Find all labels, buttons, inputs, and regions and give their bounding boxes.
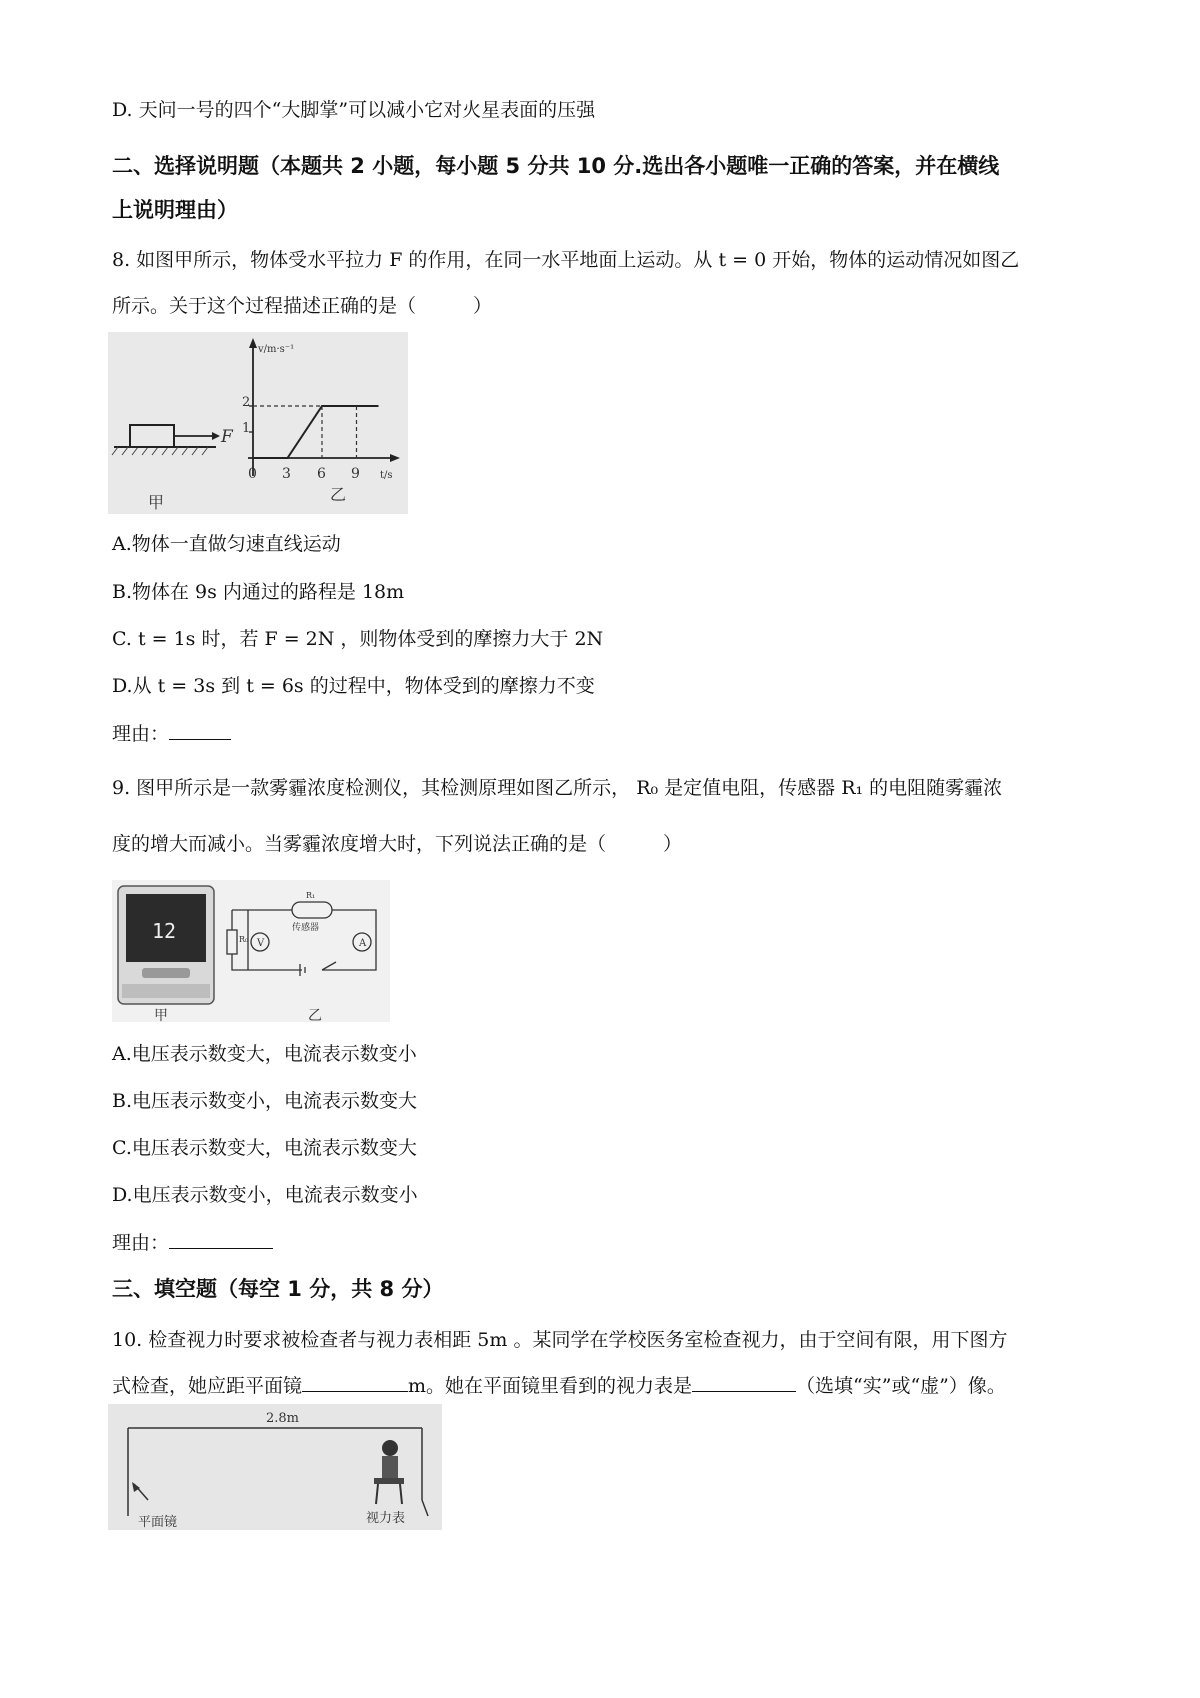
resistor-r0 [227, 930, 237, 954]
figure-label-jia: 甲 [148, 493, 165, 512]
force-label: F [221, 427, 233, 447]
q9-option-a: A.电压表示数变大，电流表示数变小 [112, 1043, 417, 1065]
q8-reason-blank [169, 721, 231, 740]
q8-figure [108, 332, 408, 514]
x-tick-0: 0 [248, 466, 257, 482]
x-axis-label: t/s [380, 470, 393, 481]
q10-stem-line1: 10. 检查视力时要求被检查者与视力表相距 5m 。某同学在学校医务室检查视力，由于空间有限，用下图方 [112, 1329, 1008, 1351]
q9-option-b: B.电压表示数变小，电流表示数变大 [112, 1090, 418, 1112]
figure-label-yi: 乙 [330, 485, 347, 504]
q8-option-c: C. t = 1s 时，若 F = 2N ，则物体受到的摩擦力大于 2N [112, 628, 604, 650]
y-axis-label: v/m·s⁻¹ [258, 344, 295, 355]
arrow-icon [212, 432, 220, 440]
sensor-label: 传感器 [292, 923, 320, 933]
q7-option-d: D. 天问一号的四个“大脚掌”可以减小它对火星表面的压强 [112, 99, 596, 121]
block [130, 425, 174, 447]
chart-label: 视力表 [366, 1511, 406, 1526]
figure-label-yi: 乙 [308, 1008, 322, 1022]
q8-block-diagram [112, 425, 234, 512]
distance-label: 2.8m [266, 1411, 300, 1426]
section-2-heading: 二、选择说明题（本题共 2 小题，每小题 5 分共 10 分.选出各小题唯一正确的答案，并在横线 [112, 154, 1000, 178]
q8-option-b: B.物体在 9s 内通过的路程是 18m [112, 581, 405, 603]
q9-figure [112, 880, 390, 1022]
r0-label: R₀ [239, 935, 249, 944]
sensor-r1 [292, 902, 332, 918]
q8-stem-line1: 8. 如图甲所示，物体受水平拉力 F 的作用，在同一水平地面上运动。从 t = 0 开始，物体的运动情况如图乙 [112, 249, 1020, 271]
device-display: 12 [152, 919, 177, 943]
q9-reason-blank [169, 1230, 273, 1249]
person-seated-icon [374, 1440, 404, 1504]
q10-stem-part3: （选填“实”或“虚”）像。 [796, 1375, 1006, 1397]
y-tick-1: 1 [242, 421, 251, 436]
q9-stem-line2: 度的增大而减小。当雾霾浓度增大时，下列说法正确的是（ ） [112, 833, 683, 855]
q8-option-d: D.从 t = 3s 到 t = 6s 的过程中，物体受到的摩擦力不变 [112, 675, 595, 697]
q8-reason-label: 理由： [112, 723, 170, 745]
x-tick-3: 3 [282, 466, 291, 482]
y-tick-2: 2 [242, 395, 251, 410]
figure-label-jia: 甲 [154, 1008, 168, 1022]
voltmeter-label: V [257, 938, 265, 949]
q10-figure [108, 1404, 442, 1530]
q8-reason [112, 720, 231, 748]
velocity-line [253, 406, 379, 458]
q9-reason [112, 1229, 273, 1257]
q10-stem-part1: 式检查，她应距平面镜 [112, 1375, 303, 1397]
circuit-diagram [227, 902, 376, 976]
x-tick-9: 9 [351, 466, 360, 482]
section-2-heading-cont: 上说明理由） [112, 198, 238, 222]
x-tick-6: 6 [317, 466, 326, 482]
q9-option-c: C.电压表示数变大，电流表示数变大 [112, 1137, 417, 1159]
q10-blank-distance [302, 1373, 408, 1392]
q8-stem-line2: 所示。关于这个过程描述正确的是（ ） [112, 295, 493, 317]
q9-stem-line1: 9. 图甲所示是一款雾霾浓度检测仪，其检测原理如图乙所示， R₀ 是定值电阻，传感器 R₁ 的电阻随雾霾浓 [112, 777, 1003, 799]
q9-reason-label: 理由： [112, 1232, 170, 1254]
q9-option-d: D.电压表示数变小，电流表示数变小 [112, 1184, 418, 1206]
ammeter-label: A [359, 938, 367, 949]
section-3-heading: 三、填空题（每空 1 分，共 8 分） [112, 1277, 444, 1301]
detector-device [118, 886, 214, 1022]
r1-label: R₁ [306, 891, 316, 900]
q10-stem-part2: m。她在平面镜里看到的视力表是 [408, 1375, 693, 1397]
q8-vt-chart [242, 338, 400, 504]
mirror-label: 平面镜 [138, 1515, 178, 1530]
q10-blank-image-type [692, 1373, 796, 1392]
q10-stem-line2 [112, 1372, 1006, 1400]
q8-option-a: A.物体一直做匀速直线运动 [112, 533, 341, 555]
